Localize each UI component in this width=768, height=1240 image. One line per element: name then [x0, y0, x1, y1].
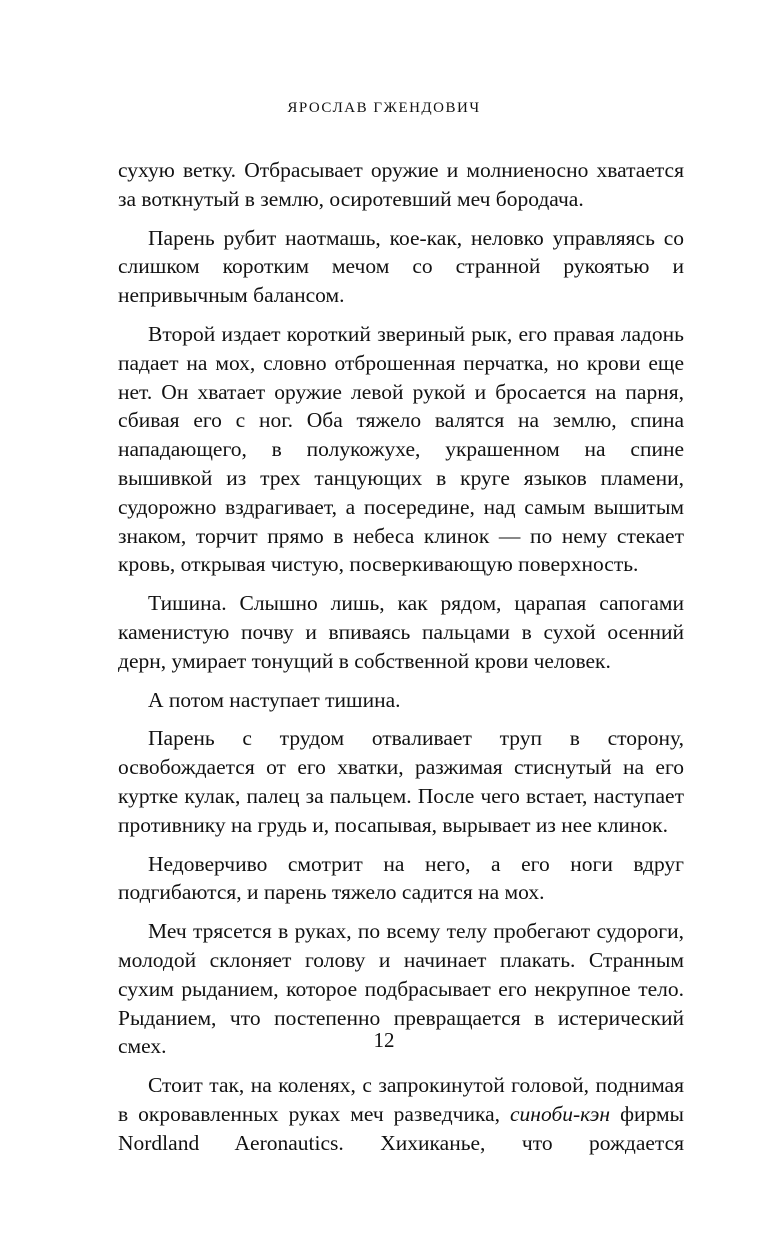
- paragraph-8: Меч трясется в руках, по всему телу пробегают судороги, молодой склоняет голову и начинает плакать. Странным сухим рыданием, которое подбрасывает его некрупное тело. Рыданием, что постепенно превращается в истерический смех.: [118, 919, 684, 1059]
- paragraph-9-italic-term: синоби-кэн: [510, 1101, 611, 1126]
- paragraph-3: Второй издает короткий звериный рык, его правая ладонь падает на мох, словно отброшенная перчатка, но крови еще нет. Он хватает оружие левой рукой и бросается на парня, сбивая его с ног. Оба тяжело валятся на землю, спина нападающего, в полукожухе, украшенном на спине вышивкой из трех танцующих в круге языков пламени, судорожно вздрагивает, а посередине, над самым вышитым знаком, торчит прямо в небеса клинок — по нему стекает кровь, открывая чистую, посверкивающую поверхность.: [118, 321, 684, 577]
- paragraph-6: Парень с трудом отваливает труп в сторону, освобождается от его хватки, разжимая стиснутый на его куртке кулак, палец за пальцем. После чего встает, наступает противнику на грудь и, посапывая, вырывает из нее клинок.: [118, 726, 684, 837]
- paragraph-9-text-a: Стоит так, на коленях, с запрокинутой головой, поднимая в окровавленных руках меч разведчика,: [118, 1073, 684, 1126]
- paragraph-9: [118, 1071, 684, 1157]
- paragraph-1: сухую ветку. Отбрасывает оружие и молниеносно хватается за воткнутый в землю, осиротевший меч бородача.: [118, 158, 684, 211]
- paragraph-9-text-b: фирмы Nordland Aeronautics. Хихиканье, что рождается: [118, 1101, 685, 1155]
- paragraph-2: Парень рубит наотмашь, кое-как, неловко управляясь со слишком коротким мечом со странной рукоятью и непривычным балансом.: [118, 225, 684, 308]
- running-head: ЯРОСЛАВ ГЖЕНДОВИЧ: [287, 100, 481, 116]
- paragraph-4: Тишина. Слышно лишь, как рядом, царапая сапогами каменистую почву и впиваясь пальцами в сухой осенний дерн, умирает тонущий в собственной крови человек.: [118, 591, 684, 673]
- paragraph-7: Недоверчиво смотрит на него, а его ноги вдруг подгибаются, и парень тяжело садится на мох.: [118, 851, 684, 905]
- body-text: [118, 156, 684, 1158]
- paragraph-5: А потом наступает тишина.: [148, 687, 401, 712]
- page-number: 12: [373, 1028, 395, 1052]
